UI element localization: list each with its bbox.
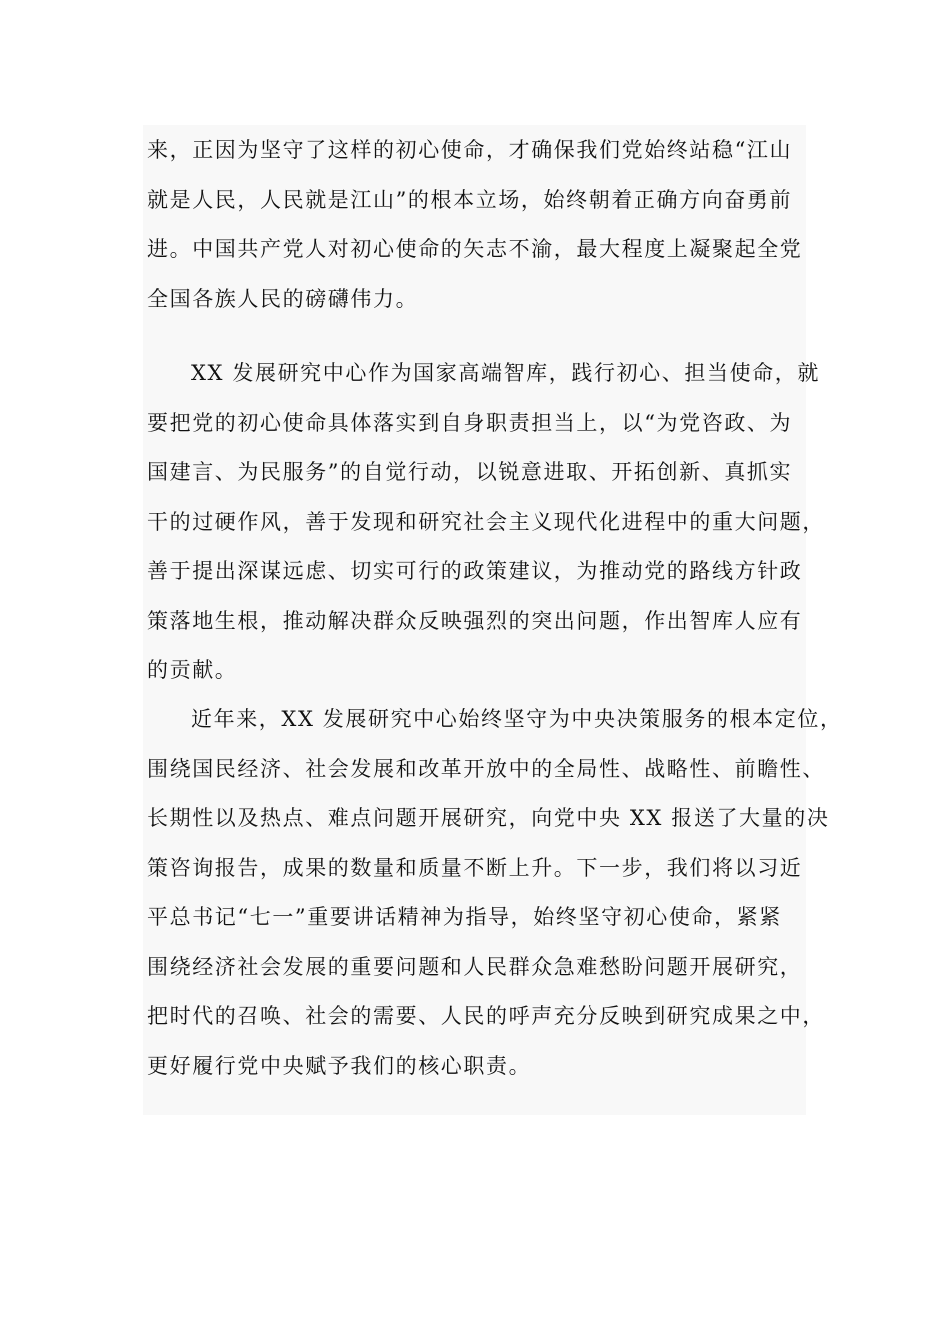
paragraph-line: 全国各族人民的磅礴伟力。 <box>147 286 419 311</box>
paragraph-line: 近年来，XX 发展研究中心始终坚守为中央决策服务的根本定位， <box>191 707 843 731</box>
paragraph-line: 进。中国共产党人对初心使命的矢志不渝，最大程度上凝聚起全党 <box>147 237 803 261</box>
paragraph-line: 更好履行党中央赋予我们的核心职责。 <box>147 1053 532 1078</box>
paragraph-line: XX 发展研究中心作为国家高端智库，践行初心、担当使命，就 <box>191 361 820 385</box>
paragraph-line: 长期性以及热点、难点问题开展研究，向党中央 XX 报送了大量的决 <box>147 806 830 830</box>
paragraph-line: 围绕国民经济、社会发展和改革开放中的全局性、战略性、前瞻性、 <box>147 756 825 781</box>
paragraph-line: 干的过硬作风，善于发现和研究社会主义现代化进程中的重大问题， <box>147 509 825 534</box>
paragraph-line: 来，正因为坚守了这样的初心使命，才确保我们党始终站稳“江山 <box>147 138 793 162</box>
paragraph-line: 平总书记“七一”重要讲话精神为指导，始终坚守初心使命，紧紧 <box>147 905 782 929</box>
paragraph-line: 国建言、为民服务”的自觉行动，以锐意进取、开拓创新、真抓实 <box>147 460 793 484</box>
paragraph-line: 要把党的初心使命具体落实到自身职责担当上，以“为党咨政、为 <box>147 410 793 435</box>
paragraph-line: 策落地生根，推动解决群众反映强烈的突出问题，作出智库人应有 <box>147 608 803 633</box>
paragraph-line: 的贡献。 <box>147 658 238 682</box>
paragraph-line: 把时代的召唤、社会的需要、人民的呼声充分反映到研究成果之中， <box>147 1004 825 1028</box>
paragraph-1 <box>147 126 809 324</box>
paragraph-2 <box>147 349 825 696</box>
paragraph-line: 善于提出深谋远虑、切实可行的政策建议，为推动党的路线方针政 <box>147 559 803 583</box>
paragraph-line: 策咨询报告，成果的数量和质量不断上升。下一步，我们将以习近 <box>147 855 803 880</box>
paragraph-line: 围绕经济社会发展的重要问题和人民群众急难愁盼问题开展研究， <box>147 954 803 979</box>
paragraph-3 <box>147 695 843 1091</box>
text-block <box>143 125 843 1115</box>
paragraph-line: 就是人民，人民就是江山”的根本立场，始终朝着正确方向奋勇前 <box>147 187 793 212</box>
